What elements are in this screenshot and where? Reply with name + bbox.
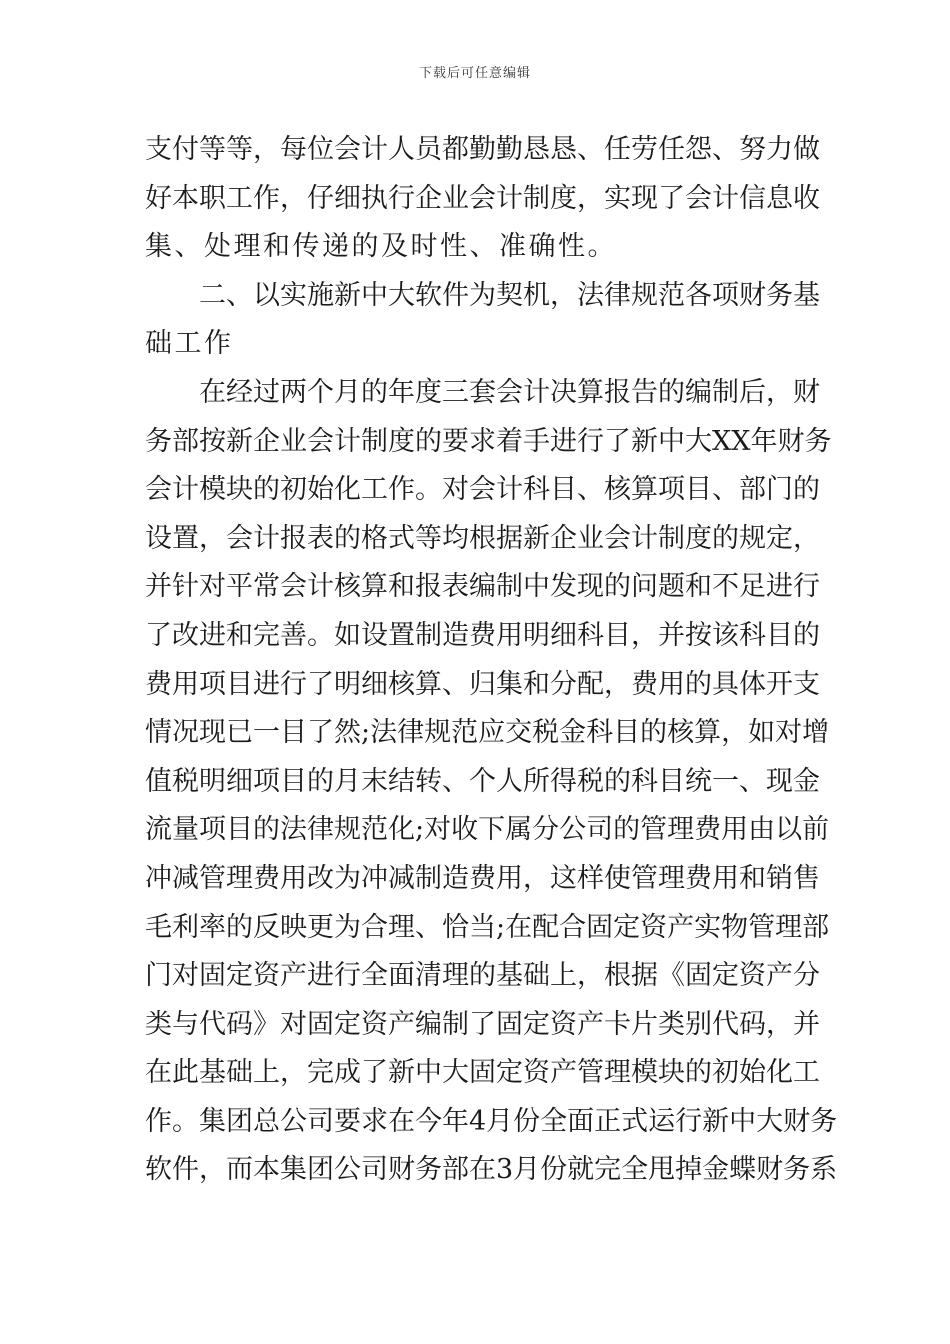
- section-heading-line: 础工作: [145, 328, 234, 360]
- paragraph-line: 软件，而本集团公司财务部在3月份就完全甩掉金蝶财务系: [145, 1154, 838, 1186]
- paragraph-line: 费用项目进行了明细核算、归集和分配，费用的具体开支: [145, 668, 820, 700]
- paragraph-line: 类与代码》对固定资产编制了固定资产卡片类别代码，并: [145, 1008, 820, 1040]
- paragraph-line: 好本职工作，仔细执行企业会计制度，实现了会计信息收: [145, 182, 820, 214]
- paragraph-line: 作。集团总公司要求在今年4月份全面正式运行新中大财务: [145, 1105, 838, 1137]
- section-heading-line: 二、以实施新中大软件为契机，法律规范各项财务基: [199, 279, 820, 311]
- paragraph-line: 会计模块的初始化工作。对会计科目、核算项目、部门的: [145, 474, 820, 506]
- paragraph-line: 在经过两个月的年度三套会计决算报告的编制后，财: [199, 376, 820, 408]
- paragraph-line: 门对固定资产进行全面清理的基础上，根据《固定资产分: [145, 960, 820, 992]
- paragraph-line: 情况现已一目了然;法律规范应交税金科目的核算，如对增: [145, 717, 830, 749]
- paragraph-line: 集、处理和传递的及时性、准确性。: [145, 231, 617, 263]
- paragraph-line: 务部按新企业会计制度的要求着手进行了新中大XX年财务: [145, 425, 832, 457]
- paragraph-line: 冲减管理费用改为冲减制造费用，这样使管理费用和销售: [145, 862, 820, 894]
- paragraph-line: 支付等等，每位会计人员都勤勤恳恳、任劳任怨、努力做: [145, 134, 820, 165]
- paragraph-line: 在此基础上，完成了新中大固定资产管理模块的初始化工: [145, 1057, 820, 1089]
- paragraph-line: 设置，会计报表的格式等均根据新企业会计制度的规定，: [145, 522, 820, 554]
- paragraph-line: 了改进和完善。如设置制造费用明细科目，并按该科目的: [145, 619, 820, 651]
- paragraph-line: 并针对平常会计核算和报表编制中发现的问题和不足进行: [145, 571, 820, 603]
- paragraph-line: 值税明细项目的月末结转、个人所得税的科目统一、现金: [145, 765, 820, 797]
- document-body: [145, 126, 838, 1195]
- paragraph-line: 流量项目的法律规范化;对收下属分公司的管理费用由以前: [145, 814, 830, 846]
- paragraph-line: 毛利率的反映更为合理、恰当;在配合固定资产实物管理部: [145, 911, 830, 943]
- page-header: 下载后可任意编辑: [418, 66, 531, 81]
